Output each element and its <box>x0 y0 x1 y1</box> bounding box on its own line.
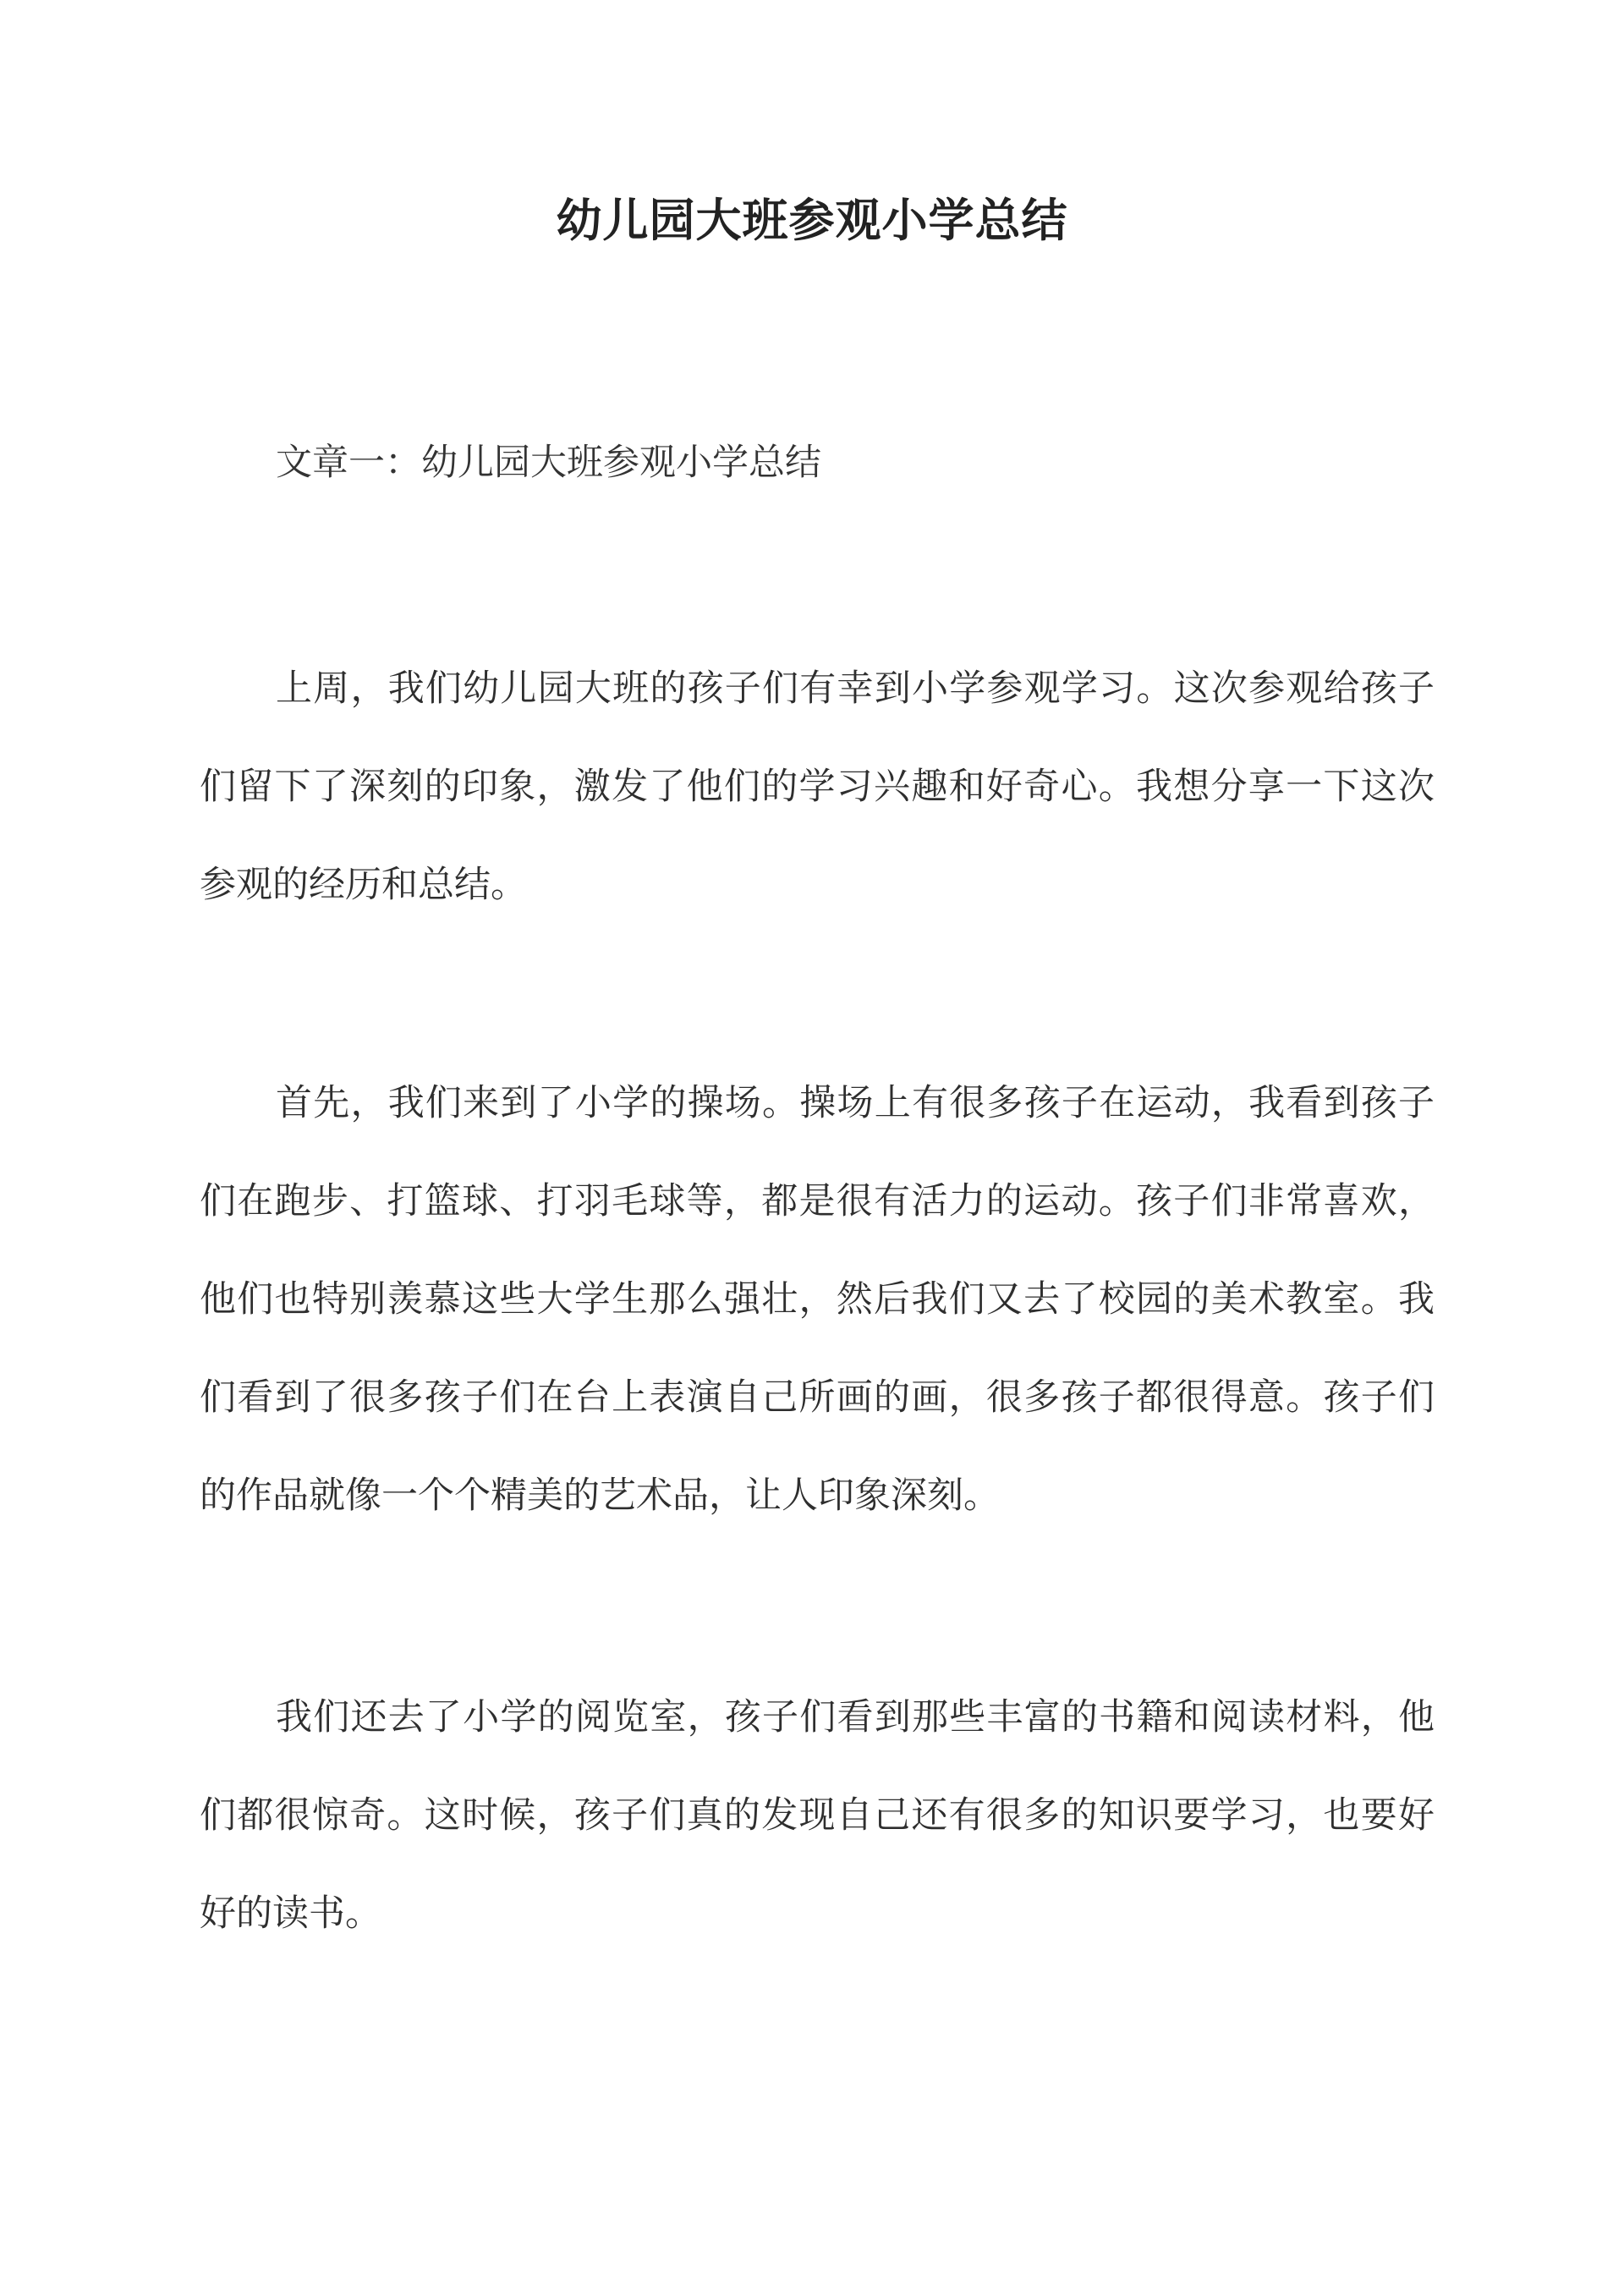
paragraph-intro: 上周，我们幼儿园大班的孩子们有幸到小学参观学习。这次参观给孩子们留下了深刻的印象，激发了他们的学习兴趣和好奇心。我想分享一下这次参观的经历和总结。 <box>200 667 1435 906</box>
document-title: 幼儿园大班参观小学总结 <box>556 193 1068 247</box>
paragraph-playground: 首先，我们来到了小学的操场。操场上有很多孩子在运动，我看到孩子们在跑步、打篮球、打羽毛球等，都是很有活力的运动。孩子们非常喜欢，他们也特别羡慕这些大学生那么强壮，然后我们又去了校园的美术教室。我们看到了很多孩子们在台上表演自己所画的画，很多孩子都很得意。孩子们的作品就像一个个精美的艺术品，让人印象深刻。 <box>200 1082 1435 1517</box>
article-heading: 文章一：幼儿园大班参观小学总结 <box>276 442 821 484</box>
paragraph-reading-room: 我们还去了小学的阅览室，孩子们看到那些丰富的书籍和阅读材料，他们都很惊奇。这时候，孩子们真的发现自己还有很多的知识要学习，也要好好的读书。 <box>200 1696 1435 1935</box>
